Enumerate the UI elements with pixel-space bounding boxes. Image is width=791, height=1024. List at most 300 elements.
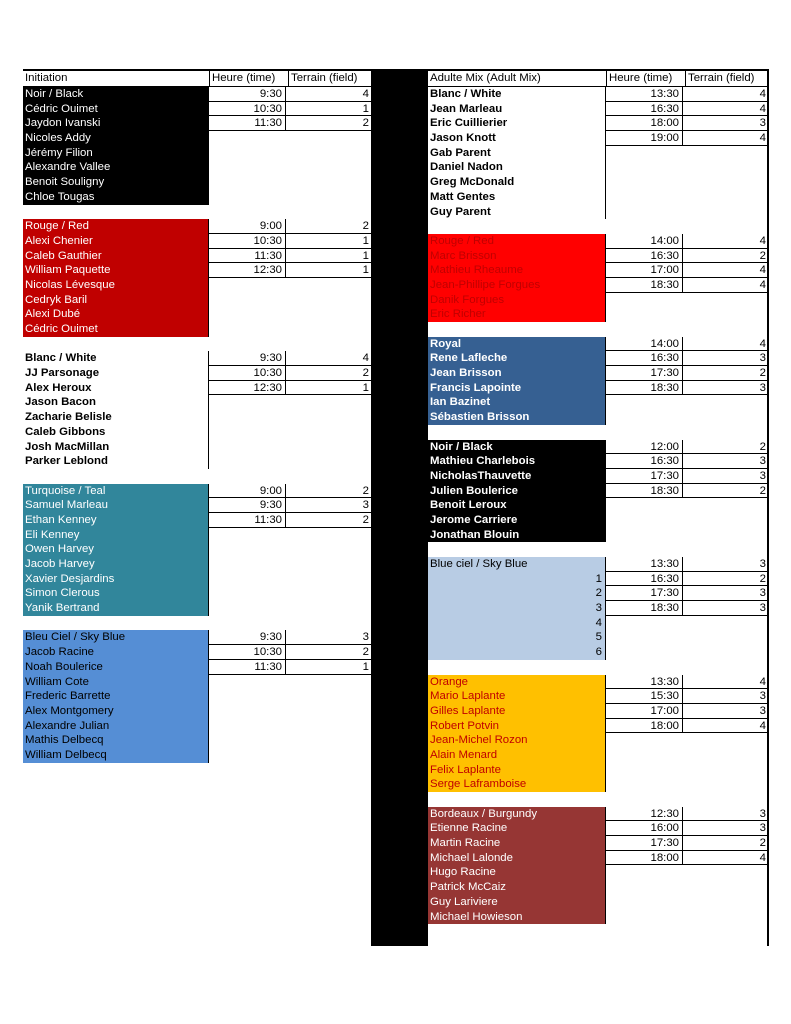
field-cell — [285, 307, 371, 322]
time-cell: 13:30 — [606, 675, 683, 690]
column-divider — [371, 69, 428, 946]
table-row — [23, 190, 371, 205]
field-cell: 2 — [286, 219, 371, 234]
field-cell — [682, 763, 768, 778]
field-cell — [285, 146, 371, 161]
time-cell — [606, 763, 682, 778]
player-name: Jacob Harvey — [23, 557, 209, 572]
table-row — [23, 131, 371, 146]
field-cell: 3 — [683, 689, 768, 704]
table-row — [23, 322, 371, 337]
time-cell: 18:30 — [606, 601, 683, 616]
time-cell — [209, 278, 285, 293]
field-cell — [682, 616, 768, 631]
table-row — [23, 395, 371, 410]
field-cell — [285, 440, 371, 455]
time-cell: 14:00 — [606, 234, 683, 249]
time-cell: 18:00 — [606, 851, 683, 866]
time-cell: 16:30 — [606, 454, 683, 469]
team-header-row — [23, 87, 371, 102]
player-name: Ian Bazinet — [428, 395, 606, 410]
table-row — [23, 704, 371, 719]
player-name: Alex Heroux — [23, 381, 209, 396]
player-name — [428, 572, 606, 587]
player-name: Cedryk Baril — [23, 293, 209, 308]
table-row — [428, 175, 768, 190]
field-cell: 1 — [286, 249, 371, 264]
field-cell — [285, 395, 371, 410]
player-name: Mathieu Charlebois — [428, 454, 606, 469]
field-cell — [682, 777, 768, 792]
time-cell — [606, 498, 682, 513]
table-row — [23, 249, 371, 264]
table-row — [428, 704, 768, 719]
player-name: Michael Lalonde — [428, 851, 606, 866]
time-cell — [209, 542, 285, 557]
time-cell: 11:30 — [209, 513, 286, 528]
slot-number: 5 — [595, 631, 602, 644]
table-row — [428, 410, 768, 425]
time-cell: 13:30 — [606, 87, 683, 102]
table-row — [428, 777, 768, 792]
team-header-row — [428, 675, 768, 690]
time-cell — [606, 513, 682, 528]
player-name: Serge Laframboise — [428, 777, 606, 792]
team-name: Turquoise / Teal — [23, 484, 209, 499]
player-name: Benoit Leroux — [428, 498, 606, 513]
field-cell — [682, 410, 768, 425]
time-cell: 12:30 — [209, 263, 286, 278]
player-name — [428, 601, 606, 616]
team-group — [428, 807, 768, 925]
player-name: Patrick McCaiz — [428, 880, 606, 895]
team-group — [428, 87, 768, 219]
time-cell — [209, 131, 285, 146]
header-category: Initiation — [23, 71, 210, 86]
time-cell: 9:30 — [209, 87, 286, 102]
player-name: Caleb Gibbons — [23, 425, 209, 440]
time-cell: 18:30 — [606, 278, 683, 293]
time-cell: 17:30 — [606, 586, 683, 601]
time-cell — [606, 307, 682, 322]
player-name: Samuel Marleau — [23, 498, 209, 513]
group-spacer — [428, 542, 768, 557]
player-name: Jean Brisson — [428, 366, 606, 381]
time-cell — [209, 704, 285, 719]
field-cell: 1 — [286, 263, 371, 278]
time-cell — [209, 719, 285, 734]
field-cell: 4 — [683, 278, 768, 293]
field-cell: 2 — [683, 249, 768, 264]
field-cell: 4 — [286, 351, 371, 366]
time-cell — [209, 601, 285, 616]
field-cell: 3 — [683, 381, 768, 396]
group-spacer — [428, 219, 768, 234]
table-row — [23, 719, 371, 734]
field-cell — [682, 865, 768, 880]
field-cell — [285, 542, 371, 557]
player-name: Cédric Ouimet — [23, 102, 209, 117]
time-cell: 18:30 — [606, 381, 683, 396]
time-cell — [209, 425, 285, 440]
table-row — [428, 865, 768, 880]
player-name: Felix Laplante — [428, 763, 606, 778]
team-group — [428, 234, 768, 322]
field-cell: 4 — [683, 337, 768, 352]
time-cell: 19:00 — [606, 131, 683, 146]
time-cell: 10:30 — [209, 645, 286, 660]
group-spacer — [428, 660, 768, 675]
time-cell — [209, 307, 285, 322]
table-row — [428, 146, 768, 161]
table-row — [23, 234, 371, 249]
table-row — [428, 513, 768, 528]
field-cell: 2 — [286, 645, 371, 660]
team-name: Noir / Black — [23, 87, 209, 102]
field-cell — [682, 498, 768, 513]
table-row — [428, 484, 768, 499]
time-cell: 10:30 — [209, 102, 286, 117]
time-cell: 12:00 — [606, 440, 683, 455]
time-cell — [606, 616, 682, 631]
player-name: Mathis Delbecq — [23, 733, 209, 748]
time-cell — [606, 146, 682, 161]
player-name: Gab Parent — [428, 146, 606, 161]
team-name: Orange — [428, 675, 606, 690]
player-name: Matt Gentes — [428, 190, 606, 205]
player-name: Greg McDonald — [428, 175, 606, 190]
field-cell: 3 — [683, 704, 768, 719]
field-cell: 4 — [683, 234, 768, 249]
player-name: Michael Howieson — [428, 910, 606, 925]
field-cell — [682, 160, 768, 175]
field-cell: 2 — [286, 366, 371, 381]
field-cell — [682, 748, 768, 763]
field-cell: 2 — [286, 116, 371, 131]
player-name: Ethan Kenney — [23, 513, 209, 528]
field-cell — [285, 733, 371, 748]
team-header-row — [23, 219, 371, 234]
field-cell: 3 — [683, 601, 768, 616]
field-cell: 4 — [683, 102, 768, 117]
field-cell — [285, 454, 371, 469]
table-row — [428, 895, 768, 910]
time-cell — [606, 205, 682, 220]
table-row — [428, 498, 768, 513]
player-name: Jérémy Filion — [23, 146, 209, 161]
time-cell: 9:00 — [209, 484, 286, 499]
table-row — [428, 351, 768, 366]
team-group — [23, 484, 371, 616]
time-cell: 16:00 — [606, 821, 683, 836]
field-cell: 3 — [683, 821, 768, 836]
player-name: Mario Laplante — [428, 689, 606, 704]
time-cell: 17:00 — [606, 704, 683, 719]
time-cell — [606, 410, 682, 425]
time-cell — [209, 454, 285, 469]
team-name: Royal — [428, 337, 606, 352]
field-cell — [285, 528, 371, 543]
header-time: Heure (time) — [210, 71, 289, 86]
time-cell — [209, 175, 285, 190]
time-cell: 18:00 — [606, 719, 683, 734]
player-name: Caleb Gauthier — [23, 249, 209, 264]
header-field: Terrain (field) — [688, 72, 755, 84]
group-spacer — [23, 469, 371, 484]
team-header-row — [428, 557, 768, 572]
table-row — [23, 660, 371, 675]
field-cell — [285, 572, 371, 587]
field-cell: 4 — [286, 87, 371, 102]
player-name: Jean-Phillipe Forgues — [428, 278, 606, 293]
table-row — [428, 469, 768, 484]
field-cell — [285, 425, 371, 440]
player-name: Josh MacMillan — [23, 440, 209, 455]
team-name: Noir / Black — [428, 440, 606, 455]
table-row — [23, 410, 371, 425]
field-cell — [285, 278, 371, 293]
field-cell: 1 — [286, 381, 371, 396]
group-spacer — [428, 425, 768, 440]
player-name — [428, 645, 606, 660]
time-cell: 13:30 — [606, 557, 683, 572]
player-name — [428, 616, 606, 631]
time-cell: 15:30 — [606, 689, 683, 704]
time-cell: 10:30 — [209, 366, 286, 381]
field-cell — [285, 131, 371, 146]
time-cell: 18:30 — [606, 484, 683, 499]
table-row — [23, 440, 371, 455]
group-spacer — [23, 205, 371, 220]
table-row — [428, 190, 768, 205]
field-cell: 3 — [683, 351, 768, 366]
team-group — [23, 630, 371, 762]
player-name: Frederic Barrette — [23, 689, 209, 704]
team-group — [428, 557, 768, 660]
player-name: Alex Montgomery — [23, 704, 209, 719]
player-name: Jonathan Blouin — [428, 528, 606, 543]
player-name: Alexandre Vallee — [23, 160, 209, 175]
time-cell — [209, 557, 285, 572]
table-row — [428, 763, 768, 778]
field-cell — [285, 410, 371, 425]
team-group — [428, 337, 768, 425]
field-cell — [285, 586, 371, 601]
time-cell: 9:30 — [209, 630, 286, 645]
field-cell — [285, 293, 371, 308]
table-row — [23, 425, 371, 440]
table-row — [23, 586, 371, 601]
player-name: Cédric Ouimet — [23, 322, 209, 337]
table-row — [428, 630, 768, 645]
time-cell: 17:30 — [606, 836, 683, 851]
player-name: Simon Clerous — [23, 586, 209, 601]
player-name: Marc Brisson — [428, 249, 606, 264]
time-cell — [209, 190, 285, 205]
table-row — [23, 557, 371, 572]
player-name: Zacharie Belisle — [23, 410, 209, 425]
table-row — [428, 528, 768, 543]
time-cell — [606, 160, 682, 175]
team-header-row — [428, 440, 768, 455]
team-name: Rouge / Red — [23, 219, 209, 234]
field-cell — [285, 689, 371, 704]
team-group — [428, 675, 768, 793]
player-name: JJ Parsonage — [23, 366, 209, 381]
time-cell — [606, 645, 682, 660]
time-cell — [606, 733, 682, 748]
table-row — [428, 160, 768, 175]
time-cell — [606, 910, 682, 925]
team-header-row — [428, 337, 768, 352]
table-row — [428, 689, 768, 704]
time-cell — [209, 733, 285, 748]
team-name: Bleu Ciel / Sky Blue — [23, 630, 209, 645]
player-name: Daniel Nadon — [428, 160, 606, 175]
header-field: Terrain (field) — [291, 72, 358, 84]
table-row — [428, 278, 768, 293]
table-row — [23, 454, 371, 469]
table-row — [428, 616, 768, 631]
field-cell — [682, 205, 768, 220]
table-row — [428, 293, 768, 308]
header-category: Adulte Mix (Adult Mix) — [428, 71, 607, 86]
time-cell — [209, 689, 285, 704]
field-cell: 1 — [286, 234, 371, 249]
player-name: Alexi Chenier — [23, 234, 209, 249]
table-row — [428, 395, 768, 410]
table-row — [23, 748, 371, 763]
player-name: Sébastien Brisson — [428, 410, 606, 425]
time-cell — [209, 440, 285, 455]
player-name: Xavier Desjardins — [23, 572, 209, 587]
field-cell: 2 — [683, 366, 768, 381]
table-row — [23, 146, 371, 161]
team-group — [23, 87, 371, 205]
table-body — [428, 87, 768, 924]
player-name: Jason Bacon — [23, 395, 209, 410]
table-row — [428, 601, 768, 616]
player-name: Martin Racine — [428, 836, 606, 851]
field-cell — [682, 307, 768, 322]
time-cell: 17:00 — [606, 263, 683, 278]
time-cell — [209, 395, 285, 410]
field-cell: 2 — [286, 484, 371, 499]
player-name: Alain Menard — [428, 748, 606, 763]
field-cell: 4 — [683, 131, 768, 146]
table-row — [23, 645, 371, 660]
team-header-row — [428, 807, 768, 822]
table-row — [428, 910, 768, 925]
time-cell — [209, 293, 285, 308]
player-name: Rene Lafleche — [428, 351, 606, 366]
team-group — [23, 351, 371, 469]
slot-number: 6 — [595, 646, 602, 659]
player-name: William Cote — [23, 675, 209, 690]
player-name: Eric Richer — [428, 307, 606, 322]
table-header — [428, 69, 768, 87]
player-name: Etienne Racine — [428, 821, 606, 836]
group-spacer — [428, 792, 768, 807]
table-row — [23, 278, 371, 293]
player-name: Nicoles Addy — [23, 131, 209, 146]
player-name: Robert Potvin — [428, 719, 606, 734]
field-cell: 2 — [286, 513, 371, 528]
player-name: Jacob Racine — [23, 645, 209, 660]
table-row — [428, 836, 768, 851]
table-row — [428, 116, 768, 131]
time-cell — [606, 777, 682, 792]
table-row — [23, 263, 371, 278]
table-row — [23, 116, 371, 131]
player-name: William Paquette — [23, 263, 209, 278]
player-name: Francis Lapointe — [428, 381, 606, 396]
player-name: Jaydon Ivanski — [23, 116, 209, 131]
team-name: Rouge / Red — [428, 234, 606, 249]
field-cell — [285, 719, 371, 734]
team-header-row — [428, 87, 768, 102]
table-row — [428, 454, 768, 469]
player-name: Yanik Bertrand — [23, 601, 209, 616]
time-cell — [209, 160, 285, 175]
table-row — [428, 733, 768, 748]
team-header-row — [428, 234, 768, 249]
group-spacer — [23, 337, 371, 352]
team-header-row — [23, 351, 371, 366]
time-cell — [606, 293, 682, 308]
time-cell: 16:30 — [606, 102, 683, 117]
field-cell: 3 — [683, 469, 768, 484]
table-row — [428, 748, 768, 763]
player-name: Jason Knott — [428, 131, 606, 146]
time-cell: 10:30 — [209, 234, 286, 249]
group-spacer — [428, 322, 768, 337]
field-cell — [682, 630, 768, 645]
player-name: Mathieu Rheaume — [428, 263, 606, 278]
table-row — [23, 733, 371, 748]
time-cell — [606, 630, 682, 645]
field-cell — [285, 748, 371, 763]
table-row — [428, 249, 768, 264]
player-name: Nicolas Lévesque — [23, 278, 209, 293]
field-cell — [682, 880, 768, 895]
time-cell: 11:30 — [209, 660, 286, 675]
field-cell — [285, 601, 371, 616]
table-row — [428, 263, 768, 278]
time-cell — [209, 146, 285, 161]
player-name: Eli Kenney — [23, 528, 209, 543]
table-row — [428, 205, 768, 220]
time-cell — [606, 748, 682, 763]
table-row — [428, 102, 768, 117]
table-row — [23, 307, 371, 322]
time-cell: 18:00 — [606, 116, 683, 131]
time-cell — [209, 572, 285, 587]
player-name: Julien Boulerice — [428, 484, 606, 499]
field-cell: 3 — [286, 630, 371, 645]
field-cell: 3 — [683, 116, 768, 131]
player-name: Danik Forgues — [428, 293, 606, 308]
field-cell — [285, 704, 371, 719]
time-cell — [606, 395, 682, 410]
field-cell — [285, 175, 371, 190]
team-group — [428, 440, 768, 543]
time-cell: 17:30 — [606, 469, 683, 484]
team-header-row — [23, 630, 371, 645]
field-cell: 2 — [683, 836, 768, 851]
time-cell — [209, 410, 285, 425]
time-cell — [209, 322, 285, 337]
